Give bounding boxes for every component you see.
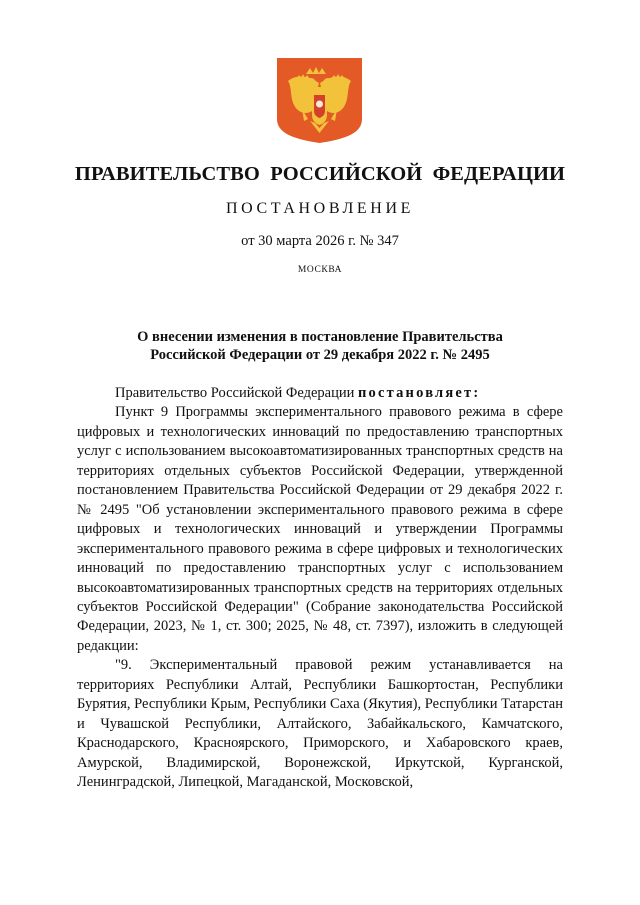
document-date-number: от 30 марта 2026 г. № 347 bbox=[241, 233, 399, 249]
russian-coat-of-arms-icon bbox=[276, 57, 363, 144]
preamble-text: Правительство Российской Федерации bbox=[115, 385, 358, 401]
resolves-keyword: постановляет: bbox=[357, 385, 481, 401]
new-wording-paragraph: "9. Экспериментальный правовой режим устанавливается на территориях Республики Алтай, Республики Башкортостан, Республики Бурятия, Республики Крым, Республики Саха (Якутия), Республики Татарстан и Чувашской Республики, Алтайского, Забайкальского, Камчатского, Краснодарского, Красноярского, Приморского, и Хабаровского краев, Амурской, Владимирской, Воронежской, Иркутской, Курганской, Ленинградской, Липецкой, Магаданской, Московской, bbox=[77, 657, 563, 791]
document-city: МОСКВА bbox=[297, 265, 343, 275]
state-emblem bbox=[276, 57, 363, 144]
subject-line-2: Российской Федерации от 29 декабря 2022 г. № 2495 bbox=[150, 347, 490, 363]
government-title: ПРАВИТЕЛЬСТВО РОССИЙСКОЙ ФЕДЕРАЦИИ bbox=[74, 163, 566, 185]
preamble-paragraph bbox=[77, 384, 563, 403]
document-body bbox=[77, 384, 563, 793]
subject-line-1: О внесении изменения в постановление Правительства bbox=[137, 329, 503, 345]
amendment-paragraph: Пункт 9 Программы экспериментального правового режима в сфере цифровых и технологических инноваций по предоставлению транспортных услуг с использованием высокоавтоматизированных транспортных средств на территориях отдельных субъектов Российской Федерации, утвержденной постановлением Правительства Российской Федерации от 29 декабря 2022 г. № 2495 "Об установлении экспериментального правового режима в сфере цифровых и технологических инноваций и утверждении Программы экспериментального правового режима в сфере цифровых и технологических инноваций по предоставлению транспортных услуг с использованием высокоавтоматизированных транспортных средств на территориях отдельных субъектов Российской Федерации" (Собрание законодательства Российской Федерации, 2023, № 1, ст. 300; 2025, № 48, ст. 7397), изложить в следующей редакции: bbox=[77, 404, 563, 654]
document-type: ПОСТАНОВЛЕНИЕ bbox=[226, 200, 414, 217]
document-subject bbox=[0, 328, 640, 364]
